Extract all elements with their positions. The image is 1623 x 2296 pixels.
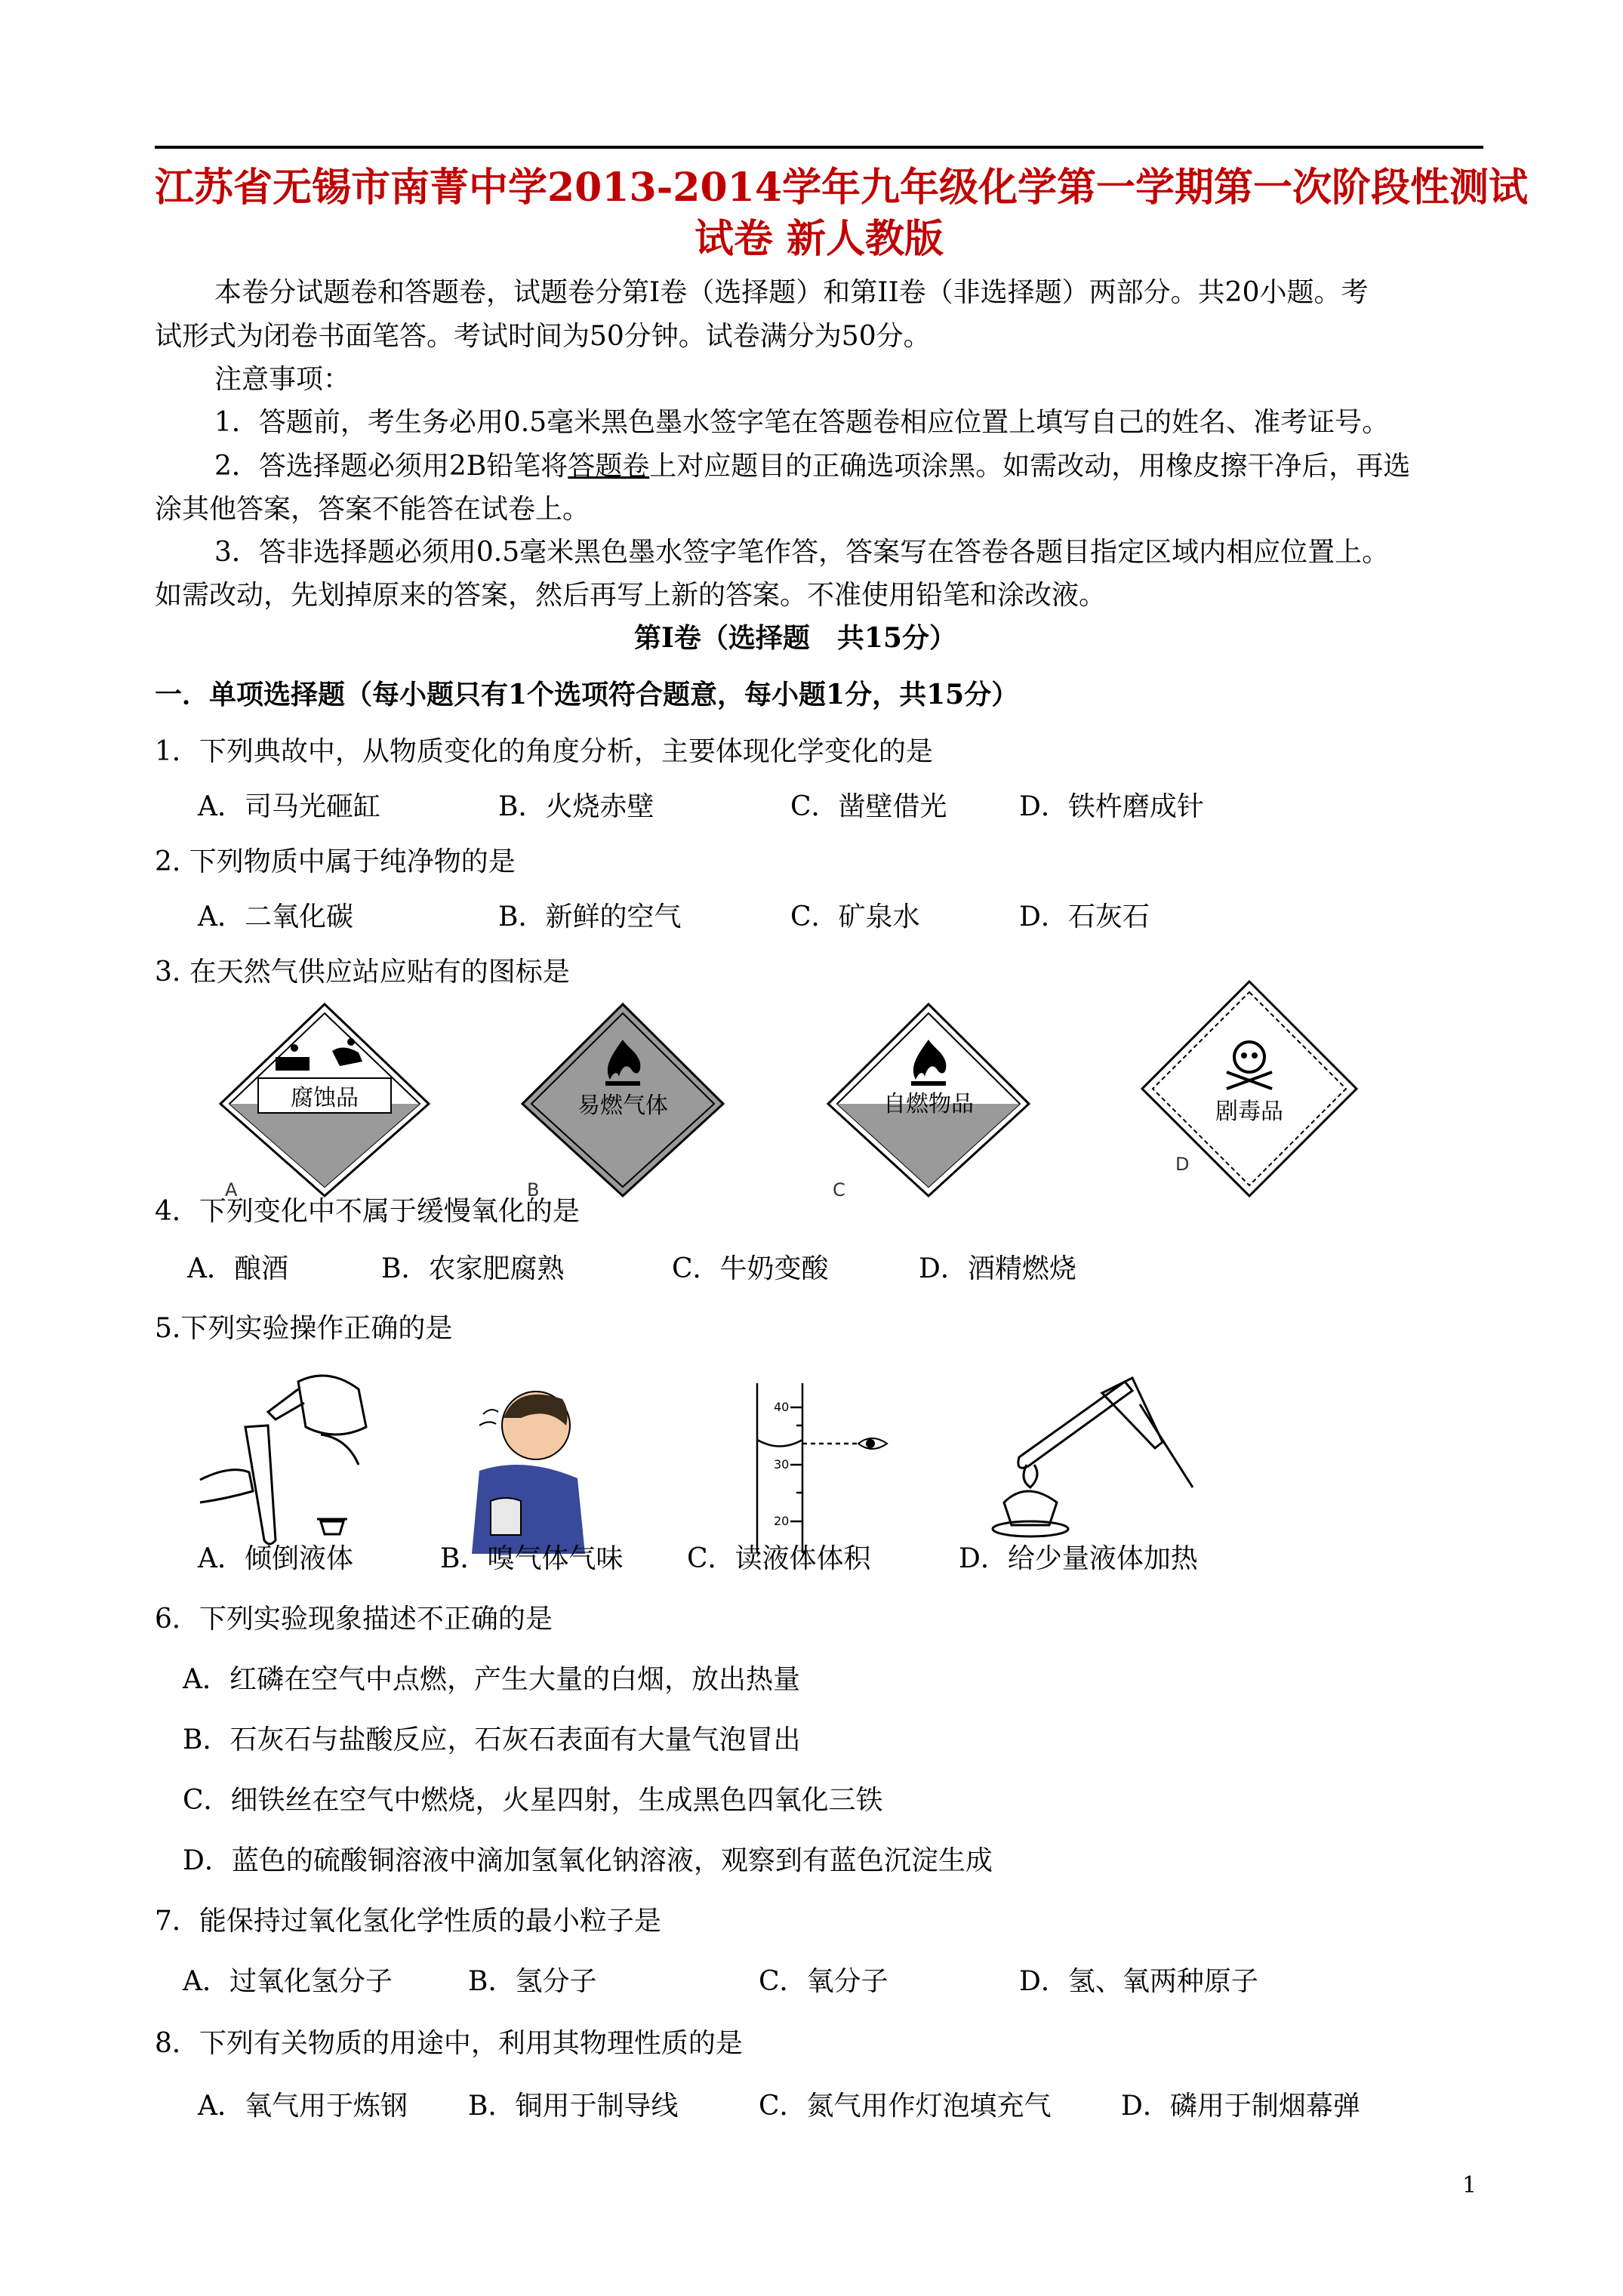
- q1-option-a: A．司马光砸缸: [198, 791, 380, 822]
- notice-item-2-post: 上对应题目的正确选项涂黑。如需改动，用橡皮擦干净后，再选: [649, 451, 1411, 482]
- q4-option-a: A．酿酒: [187, 1253, 288, 1284]
- cylinder-tick-20: 20: [774, 1514, 790, 1528]
- q7-option-c: C．氧分子: [759, 1966, 888, 1997]
- pouring-liquid-illustration: [185, 1359, 381, 1548]
- hazard-sign-spontaneous-combustion: [819, 998, 1038, 1202]
- q5-stem: 5.下列实验操作正确的是: [155, 1313, 453, 1344]
- q5-option-c: C．读液体体积: [687, 1543, 871, 1574]
- sign-b-letter: B: [527, 1179, 540, 1200]
- header-rule: [155, 146, 1483, 149]
- q1-option-b: B．火烧赤壁: [498, 791, 654, 822]
- q6-option-c: C．细铁丝在空气中燃烧，火星四射，生成黑色四氧化三铁: [183, 1785, 883, 1816]
- notice-heading: 注意事项：: [214, 364, 351, 395]
- sign-d-label: 剧毒品: [1215, 1099, 1283, 1125]
- notice-item-2-line2: 涂其他答案，答案不能答在试卷上。: [155, 494, 590, 525]
- q6-option-d: D．蓝色的硫酸铜溶液中滴加氢氧化钠溶液，观察到有蓝色沉淀生成: [183, 1845, 993, 1876]
- sign-c-letter: C: [833, 1179, 845, 1200]
- sign-a-letter: A: [225, 1179, 238, 1200]
- hazard-sign-toxic: [1136, 975, 1363, 1202]
- part1-title: 第I卷（选择题 共15分）: [634, 622, 956, 654]
- q5-option-d: D．给少量液体加热: [959, 1543, 1198, 1574]
- notice-item-3: 3．答非选择题必须用0.5毫米黑色墨水签字笔作答，答案写在答卷各题目指定区域内相应位置上。: [214, 537, 1390, 568]
- page-number: 1: [1462, 2172, 1477, 2199]
- q8-option-c: C．氮气用作灯泡填充气: [759, 2091, 1052, 2122]
- cylinder-tick-40: 40: [774, 1400, 790, 1414]
- notice-item-1: 1．答题前，考生务必用0.5毫米黑色墨水签字笔在答题卷相应位置上填写自己的姓名、准考证号。: [214, 407, 1390, 438]
- q2-stem: 2. 下列物质中属于纯净物的是: [155, 846, 516, 877]
- q1-option-c: C．凿壁借光: [790, 791, 947, 822]
- q8-option-a: A．氧气用于炼钢: [198, 2091, 408, 2122]
- q5-option-a: A．倾倒液体: [198, 1543, 353, 1574]
- q4-option-b: B．农家肥腐熟: [381, 1253, 565, 1284]
- q1-stem: 1．下列典故中，从物质变化的角度分析，主要体现化学变化的是: [155, 736, 933, 767]
- hazard-sign-flammable-gas: [513, 998, 732, 1202]
- q1-option-d: D．铁杵磨成针: [1019, 791, 1204, 822]
- notice-item-2-underlined: 答题卷: [568, 451, 650, 482]
- q5-option-b: B．嗅气体气味: [440, 1543, 624, 1574]
- q2-option-b: B．新鲜的空气: [498, 901, 682, 932]
- notice-item-2-pre: 2．答选择题必须用2B铅笔将: [214, 451, 568, 482]
- cylinder-tick-30: 30: [774, 1457, 790, 1472]
- sign-d-letter: D: [1175, 1154, 1190, 1175]
- q4-option-d: D．酒精燃烧: [919, 1253, 1076, 1284]
- document-title-line2: 试卷 新人教版: [694, 216, 944, 262]
- hazard-sign-corrosive: [211, 998, 438, 1202]
- section1-heading: 一．单项选择题（每小题只有1个选项符合题意，每小题1分，共15分）: [155, 679, 1019, 710]
- heating-test-tube-illustration: [974, 1351, 1200, 1540]
- q2-option-c: C．矿泉水: [790, 901, 920, 932]
- intro-line2: 试形式为闭卷书面笔答。考试时间为50分钟。试卷满分为50分。: [155, 321, 931, 352]
- notice-item-3-line2: 如需改动，先划掉原来的答案，然后再写上新的答案。不准使用铅笔和涂改液。: [155, 580, 1107, 611]
- q2-option-a: A．二氧化碳: [198, 901, 353, 932]
- q8-option-d: D．磷用于制烟幕弹: [1121, 2091, 1360, 2122]
- intro-line1: 本卷分试题卷和答题卷，试题卷分第I卷（选择题）和第II卷（非选择题）两部分。共20小题。考: [214, 277, 1369, 308]
- q8-stem: 8．下列有关物质的用途中，利用其物理性质的是: [155, 2028, 743, 2059]
- graduated-cylinder-illustration: [744, 1383, 895, 1557]
- q7-option-a: A．过氧化氢分子: [183, 1966, 393, 1997]
- q7-option-b: B．氢分子: [468, 1966, 597, 1997]
- q6-option-a: A．红磷在空气中点燃，产生大量的白烟，放出热量: [183, 1664, 800, 1695]
- q2-option-d: D．石灰石: [1019, 901, 1150, 932]
- q4-stem: 4．下列变化中不属于缓慢氧化的是: [155, 1196, 580, 1227]
- sign-a-label: 腐蚀品: [291, 1085, 359, 1111]
- smelling-gas-illustration: [449, 1365, 600, 1554]
- q7-stem: 7．能保持过氧化氢化学性质的最小粒子是: [155, 1906, 661, 1937]
- q6-stem: 6．下列实验现象描述不正确的是: [155, 1604, 553, 1635]
- sign-b-label: 易燃气体: [577, 1093, 668, 1119]
- q7-option-d: D．氢、氧两种原子: [1019, 1966, 1258, 1997]
- q4-option-c: C．牛奶变酸: [672, 1253, 829, 1284]
- q3-stem: 3. 在天然气供应站应贴有的图标是: [155, 957, 570, 988]
- notice-item-2: [214, 449, 1410, 483]
- document-title-line1: 江苏省无锡市南菁中学2013-2014学年九年级化学第一学期第一次阶段性测试: [155, 165, 1529, 211]
- q6-option-b: B．石灰石与盐酸反应，石灰石表面有大量气泡冒出: [183, 1724, 801, 1755]
- sign-c-label: 自燃物品: [883, 1091, 974, 1117]
- q8-option-b: B．铜用于制导线: [468, 2091, 679, 2122]
